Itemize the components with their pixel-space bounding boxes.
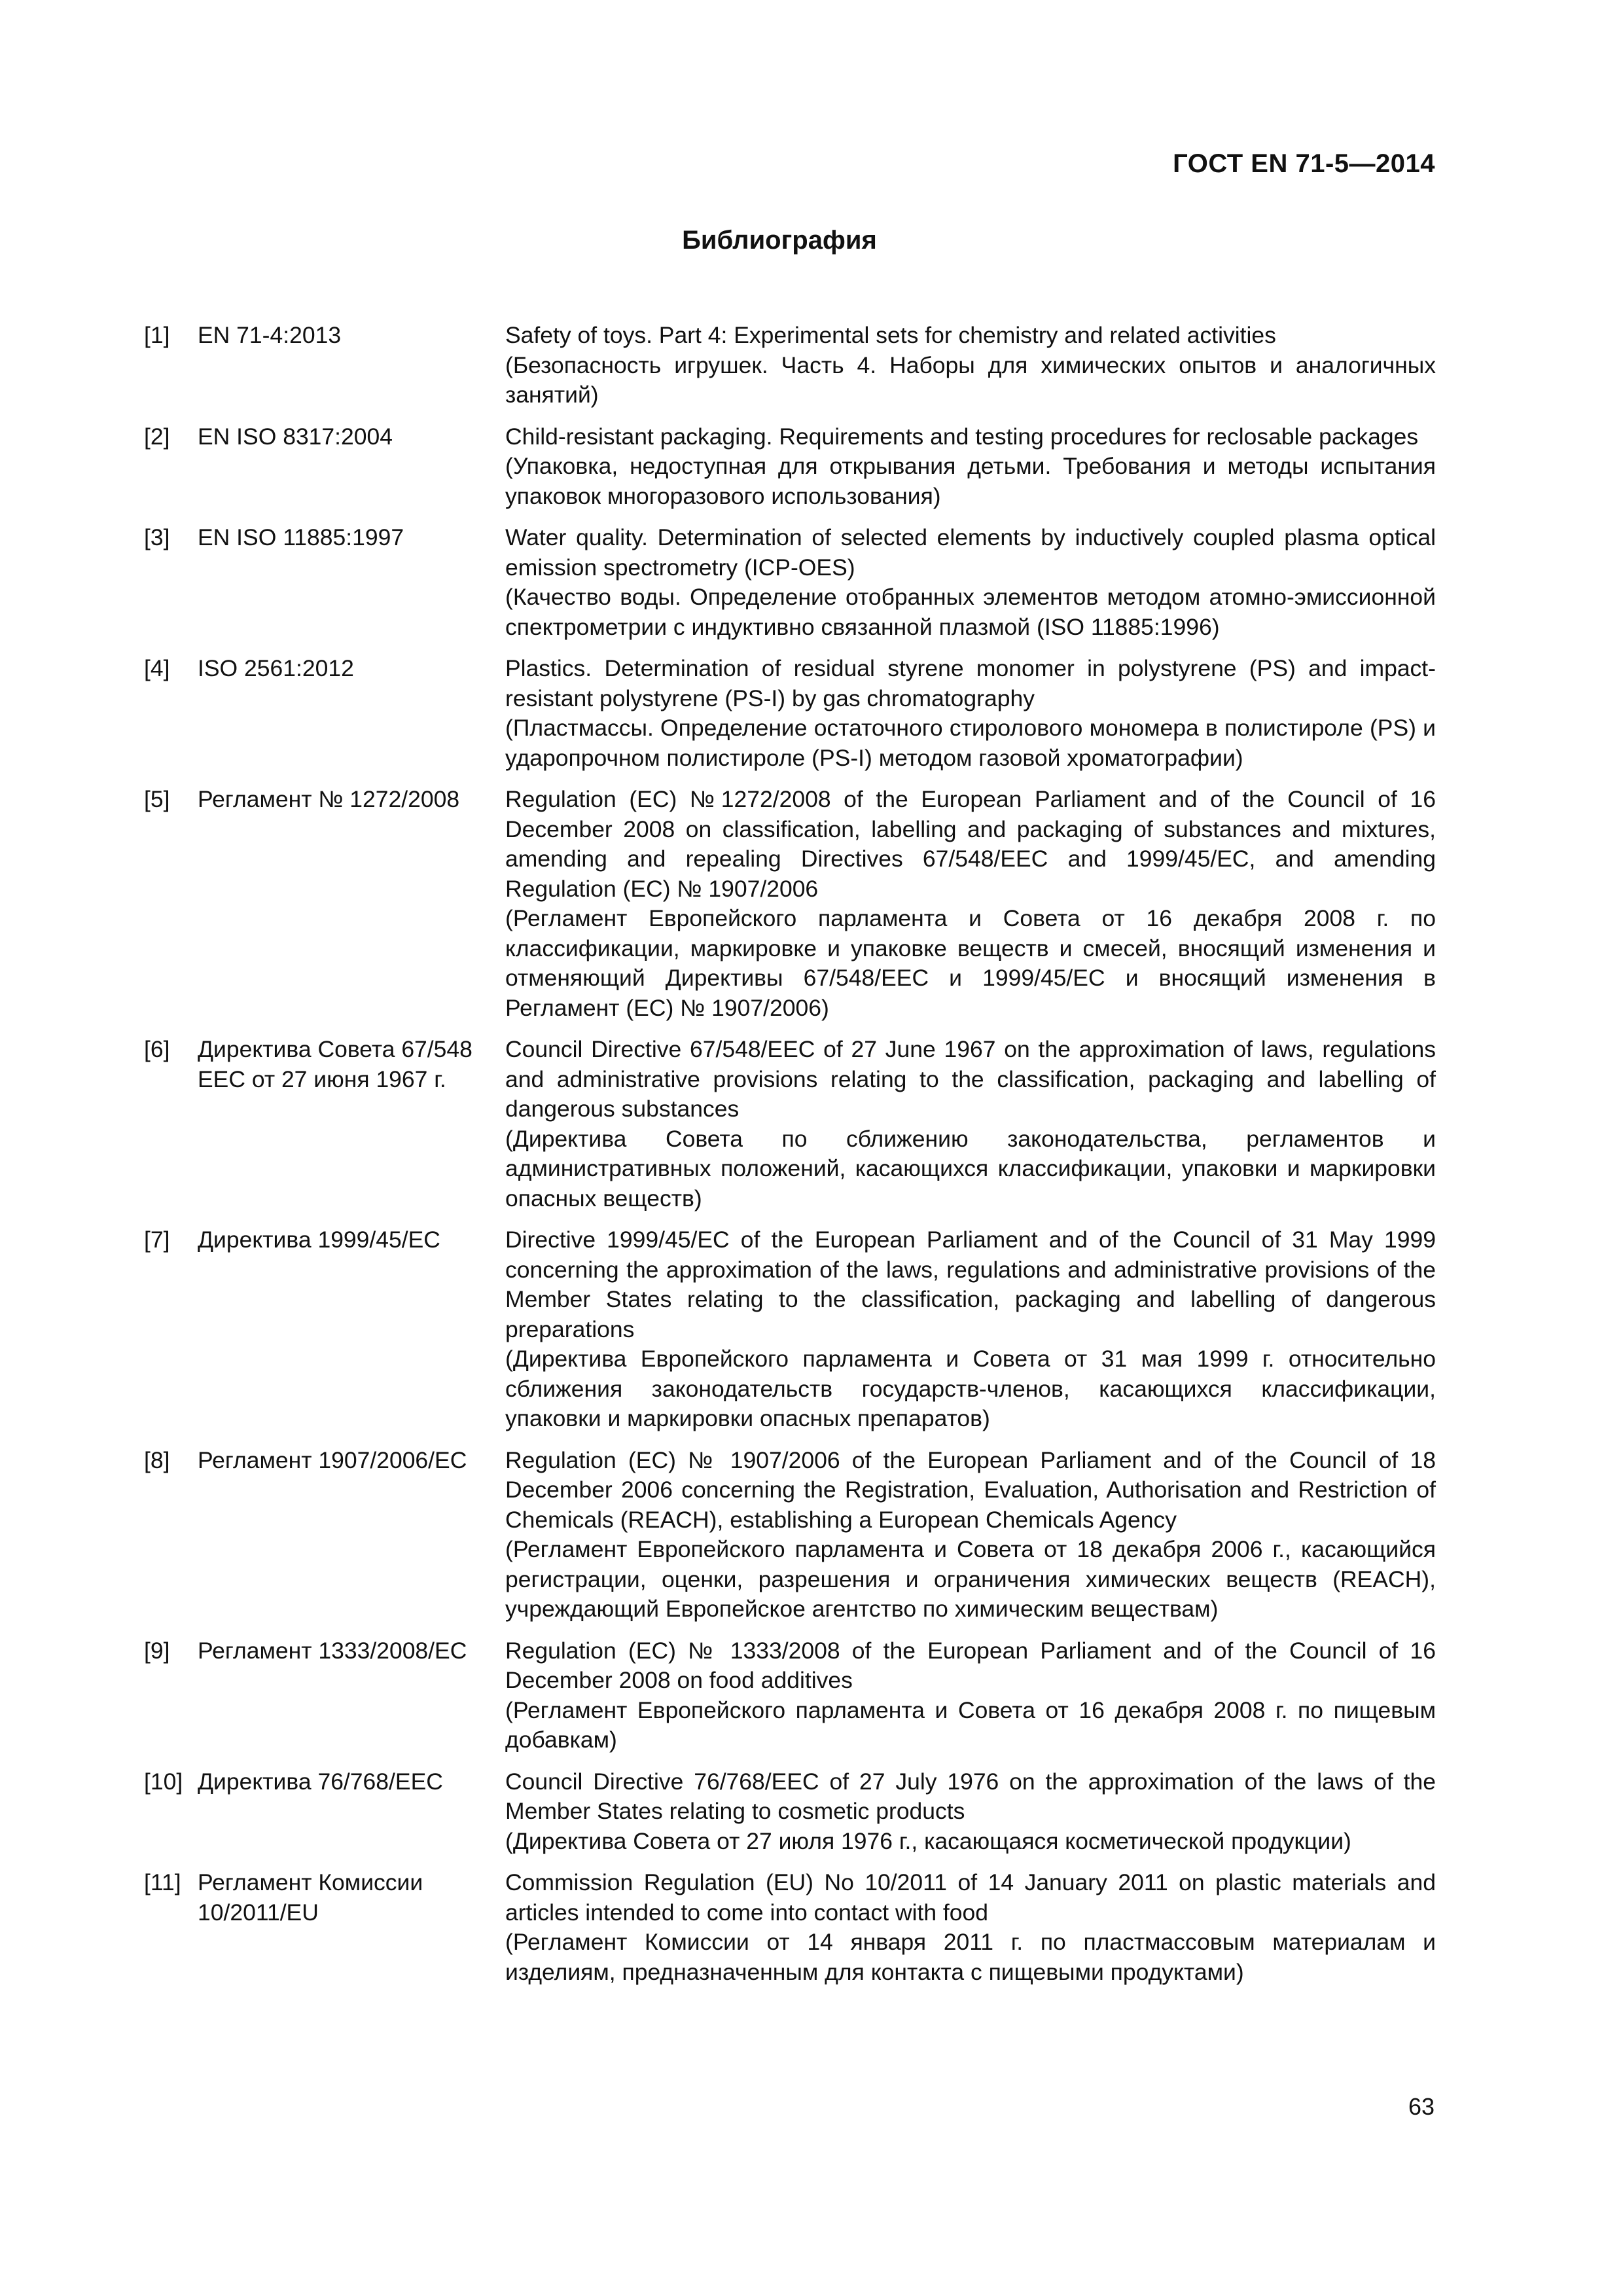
entry-number: [4] xyxy=(144,655,170,681)
entry-document-id: Директива Совета 67/548 ЕЕС от 27 июня 1967 г. xyxy=(198,1036,473,1092)
entry-title-ru: (Упаковка, недоступная для открывания детьми. Требования и методы испытания упаковок многоразового использования) xyxy=(505,453,1436,509)
entry-description xyxy=(505,1636,1436,1755)
entry-number: [10] xyxy=(144,1768,183,1795)
entry-title-en: Regulation (EC) №1272/2008 of the European Parliament and of the Council of 16 December 2008 on classification, labelling and packaging of substances and mixtures, amending and repealing Directives 67/548/EEC and 1999/45/EC, and amending Regulation (EC) № 1907/2006 xyxy=(505,786,1436,902)
entry-document-id: Регламент № 1272/2008 xyxy=(198,786,460,812)
entry-title-en: Child-resistant packaging. Requirements and testing procedures for reclosable packages xyxy=(505,423,1419,450)
entry-number: [1] xyxy=(144,322,170,348)
entry-title-ru: (Регламент Европейского парламента и Совета от 16 декабря 2008 г. по пищевым добавкам) xyxy=(505,1696,1436,1753)
entry-description xyxy=(505,1767,1436,1857)
entry-title-ru: (Регламент Европейского парламента и Совета от 18 декабря 2006 г., касающийся регистрации, оценки, разрешения и ограничения химических веществ (REACH), учреждающий Европейское агентство по химическим веществам) xyxy=(505,1536,1436,1622)
entry-number: [3] xyxy=(144,524,170,550)
page-number: 63 xyxy=(1408,2093,1435,2120)
standard-header: ГОСТ EN 71-5—2014 xyxy=(1173,149,1435,178)
entry-description xyxy=(505,523,1436,642)
page-title: Библиография xyxy=(682,226,877,255)
entry-title-en: Council Directive 67/548/EEC of 27 June 1967 on the approximation of laws, regulations and administrative provisions relating to the classification, packaging and labelling of dangerous substances xyxy=(505,1036,1436,1122)
entry-document-id: Регламент Комиссии 10/2011/EU xyxy=(198,1869,423,1926)
entry-title-en: Plastics. Determination of residual styrene monomer in polystyrene (PS) and impact-resistant polystyrene (PS-I) by gas chromatography xyxy=(505,655,1436,711)
entry-document-id: Регламент 1907/2006/ЕС xyxy=(198,1446,467,1473)
entry-number: [11] xyxy=(144,1869,181,1895)
bibliography-entry xyxy=(124,321,1436,410)
entry-document-id: Директива 1999/45/ЕС xyxy=(198,1227,440,1253)
entry-number: [8] xyxy=(144,1446,170,1473)
bibliography-entry xyxy=(124,1035,1436,1213)
entry-number: [6] xyxy=(144,1036,170,1062)
entry-title-ru: (Директива Совета по сближению законодательства, регламентов и административных положений, касающихся классификации, упаковки и маркировки опасных веществ) xyxy=(505,1125,1436,1211)
entry-number: [7] xyxy=(144,1227,170,1253)
entry-description xyxy=(505,1446,1436,1624)
bibliography-entry xyxy=(124,654,1436,773)
entry-title-ru: (Регламент Европейского парламента и Совета от 16 декабря 2008 г. по классификации, маркировке и упаковке веществ и смесей, вносящий изменения и отменяющий Директивы 67/548/ЕЕС и 1999/45/ЕС и вносящий изменения в Регламент (ЕС) № 1907/2006) xyxy=(505,905,1436,1021)
entry-title-ru: (Регламент Комиссии от 14 января 2011 г. по пластмассовым материалам и изделиям, предназначенным для контакта с пищевыми продуктами) xyxy=(505,1929,1436,1985)
entry-description xyxy=(505,1035,1436,1213)
bibliography-entry xyxy=(124,1868,1436,1987)
entry-title-ru: (Качество воды. Определение отобранных элементов методом атомно-эмиссионной спектрометрии с индуктивно связанной плазмой (ISO 11885:1996) xyxy=(505,584,1436,640)
bibliography-entry xyxy=(124,1767,1436,1857)
entry-title-en: Directive 1999/45/EC of the European Parliament and of the Council of 31 May 1999 concerning the approximation of the laws, regulations and administrative provisions of the Member States relating to the classification, packaging and labelling of dangerous preparations xyxy=(505,1227,1436,1342)
entry-document-id: Регламент 1333/2008/ЕС xyxy=(198,1637,467,1664)
entry-document-id: EN ISO 11885:1997 xyxy=(198,524,404,550)
entry-title-en: Commission Regulation (EU) No 10/2011 of 14 January 2011 on plastic materials and articles intended to come into contact with food xyxy=(505,1869,1436,1926)
entry-title-en: Safety of toys. Part 4: Experimental sets for chemistry and related activities xyxy=(505,322,1276,348)
bibliography-entry xyxy=(124,523,1436,642)
entry-number: [5] xyxy=(144,786,170,812)
entry-description xyxy=(505,1868,1436,1987)
entry-number: [2] xyxy=(144,423,170,450)
entry-document-id: ISO 2561:2012 xyxy=(198,655,354,681)
bibliography-list xyxy=(124,321,1436,1999)
entry-description xyxy=(505,1225,1436,1434)
entry-title-en: Council Directive 76/768/EEC of 27 July 1976 on the approximation of the laws of the Member States relating to cosmetic products xyxy=(505,1768,1436,1824)
entry-description xyxy=(505,321,1436,410)
bibliography-entry xyxy=(124,1225,1436,1434)
entry-description xyxy=(505,422,1436,512)
entry-description xyxy=(505,785,1436,1023)
entry-title-ru: (Безопасность игрушек. Часть 4. Наборы для химических опытов и аналогичных занятий) xyxy=(505,351,1436,408)
entry-title-ru: (Пластмассы. Определение остаточного стиролового мономера в полистироле (PS) и ударопрочном полистироле (PS-I) методом газовой хроматографии) xyxy=(505,715,1436,771)
bibliography-entry xyxy=(124,1446,1436,1624)
bibliography-entry xyxy=(124,1636,1436,1755)
entry-title-en: Water quality. Determination of selected elements by inductively coupled plasma optical emission spectrometry (ICP-OES) xyxy=(505,524,1436,581)
entry-number: [9] xyxy=(144,1637,170,1664)
bibliography-entry xyxy=(124,785,1436,1023)
entry-document-id: EN ISO 8317:2004 xyxy=(198,423,393,450)
entry-document-id: Директива 76/768/ЕЕС xyxy=(198,1768,443,1795)
entry-document-id: EN 71-4:2013 xyxy=(198,322,342,348)
entry-description xyxy=(505,654,1436,773)
bibliography-entry xyxy=(124,422,1436,512)
entry-title-ru: (Директива Совета от 27 июля 1976 г., касающаяся косметической продукции) xyxy=(505,1827,1351,1854)
entry-title-ru: (Директива Европейского парламента и Совета от 31 мая 1999 г. относительно сближения законодательств государств-членов, касающихся классификации, упаковки и маркировки опасных препаратов) xyxy=(505,1346,1436,1431)
entry-title-en: Regulation (EC) № 1333/2008 of the European Parliament and of the Council of 16 December 2008 on food additives xyxy=(505,1637,1436,1693)
entry-title-en: Regulation (EC) № 1907/2006 of the European Parliament and of the Council of 18 December 2006 concerning the Registration, Evaluation, Authorisation and Restriction of Chemicals (REACH), establishing a European Chemicals Agency xyxy=(505,1446,1436,1533)
